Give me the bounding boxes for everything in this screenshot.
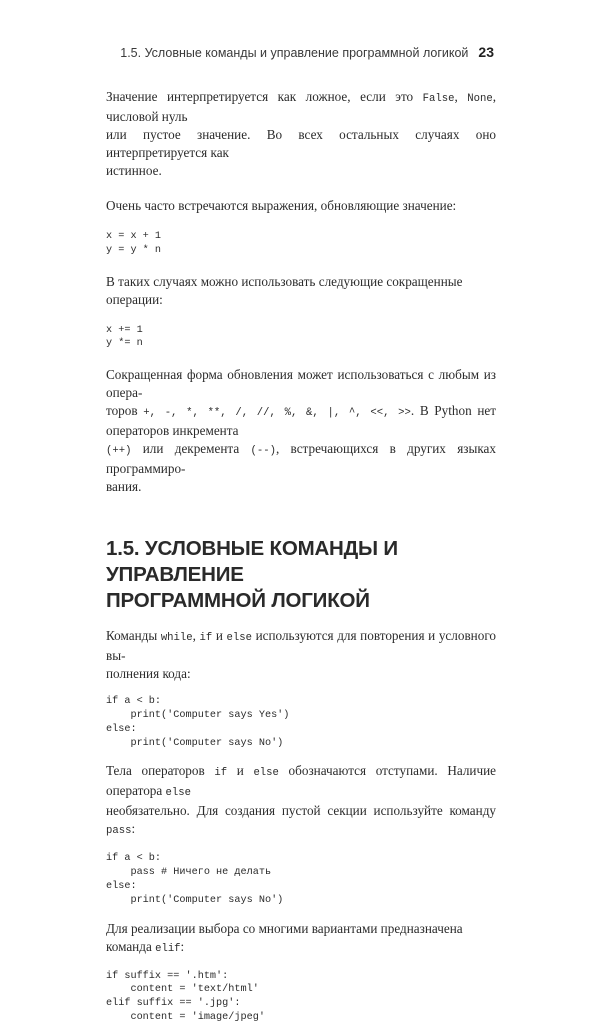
inline-code-pass: pass xyxy=(106,825,132,838)
text-run: используются для повторения и условного вы- xyxy=(106,628,496,664)
text-run: Значение интерпретируется как ложное, если это xyxy=(106,89,423,104)
text-run: Для реализации выбора со многими вариантами предназначена команда xyxy=(106,920,463,954)
inline-code-if: if xyxy=(199,632,213,645)
text-run: , числовой нуль xyxy=(106,89,496,124)
inline-code-decrement: (--) xyxy=(250,445,276,458)
text-run: и xyxy=(212,628,227,644)
text-run: : xyxy=(131,821,136,837)
text-run: или пустое значение. Во всех остальных случаях оно интерпретируется как xyxy=(106,127,496,160)
paragraph-elif xyxy=(106,920,496,958)
text-run: полнения кода: xyxy=(106,666,191,682)
text-run: . В Python нет операторов инкремента xyxy=(106,403,497,439)
page-number: 23 xyxy=(478,44,494,60)
text-run: , xyxy=(454,89,468,104)
paragraph-indentation xyxy=(106,762,496,840)
paragraph-shortcut-ops: В таких случаях можно использовать следующие сокращенные операции: xyxy=(106,273,463,307)
text-run: Команды xyxy=(106,628,161,644)
inline-code-else: else xyxy=(165,787,191,800)
inline-code-else: else xyxy=(253,767,279,780)
code-block-update: x = x + 1 y = y * n xyxy=(106,231,162,256)
running-title: 1.5. Условные команды и управление программной логикой xyxy=(120,46,469,60)
text-run: Тела операторов xyxy=(106,763,215,779)
text-run: , встречающихся в других языках программиро- xyxy=(106,441,496,477)
text-run: , xyxy=(192,628,200,644)
inline-code-increment: (++) xyxy=(106,445,132,458)
text-run: торов xyxy=(106,403,144,419)
text-run: и xyxy=(227,763,254,779)
paragraph-update-expressions: Очень часто встречаются выражения, обновляющие значение: xyxy=(106,198,457,213)
code-block-pass: if a < b: pass # Ничего не делать else: print('Computer says No') xyxy=(106,853,284,906)
code-block-augmented: x += 1 y *= n xyxy=(106,324,143,350)
text-run: обозначаются отступами. Наличие оператора xyxy=(106,763,497,799)
section-heading-line-1: 1.5. УСЛОВНЫЕ КОМАНДЫ И УПРАВЛЕНИЕ xyxy=(106,537,398,587)
paragraph-control-commands xyxy=(106,627,496,683)
inline-code-elif: elif xyxy=(155,942,181,955)
text-run: Сокращенная форма обновления может использоваться с любым из опера- xyxy=(106,367,496,401)
inline-code-if: if xyxy=(214,767,228,780)
inline-code-false: False xyxy=(422,93,455,105)
section-heading xyxy=(106,536,496,614)
paragraph-falsy-values xyxy=(106,88,496,180)
text-run: вания. xyxy=(106,479,142,495)
paragraph-operators xyxy=(106,366,496,496)
code-block-elif: if suffix == '.htm': content = 'text/html' elif suffix == '.jpg': content = 'image/jpeg' xyxy=(106,970,265,1023)
section-heading-line-2: ПРОГРАММНОЙ ЛОГИКОЙ xyxy=(106,589,370,613)
text-run: необязательно. Для создания пустой секции используйте команду xyxy=(106,803,496,819)
text-run: : xyxy=(180,938,185,954)
running-header xyxy=(106,44,494,60)
inline-code-operators: +, -, *, **, /, //, %, &, |, ^, <<, >> xyxy=(143,407,411,420)
code-block-if-else: if a < b: print('Computer says Yes') else: print('Computer says No') xyxy=(106,696,290,749)
inline-code-else: else xyxy=(226,632,252,645)
text-run: истинное. xyxy=(106,163,162,178)
inline-code-none: None xyxy=(467,93,493,105)
page-content xyxy=(106,88,496,1025)
inline-code-while: while xyxy=(160,632,193,645)
text-run: или декремента xyxy=(131,441,251,457)
